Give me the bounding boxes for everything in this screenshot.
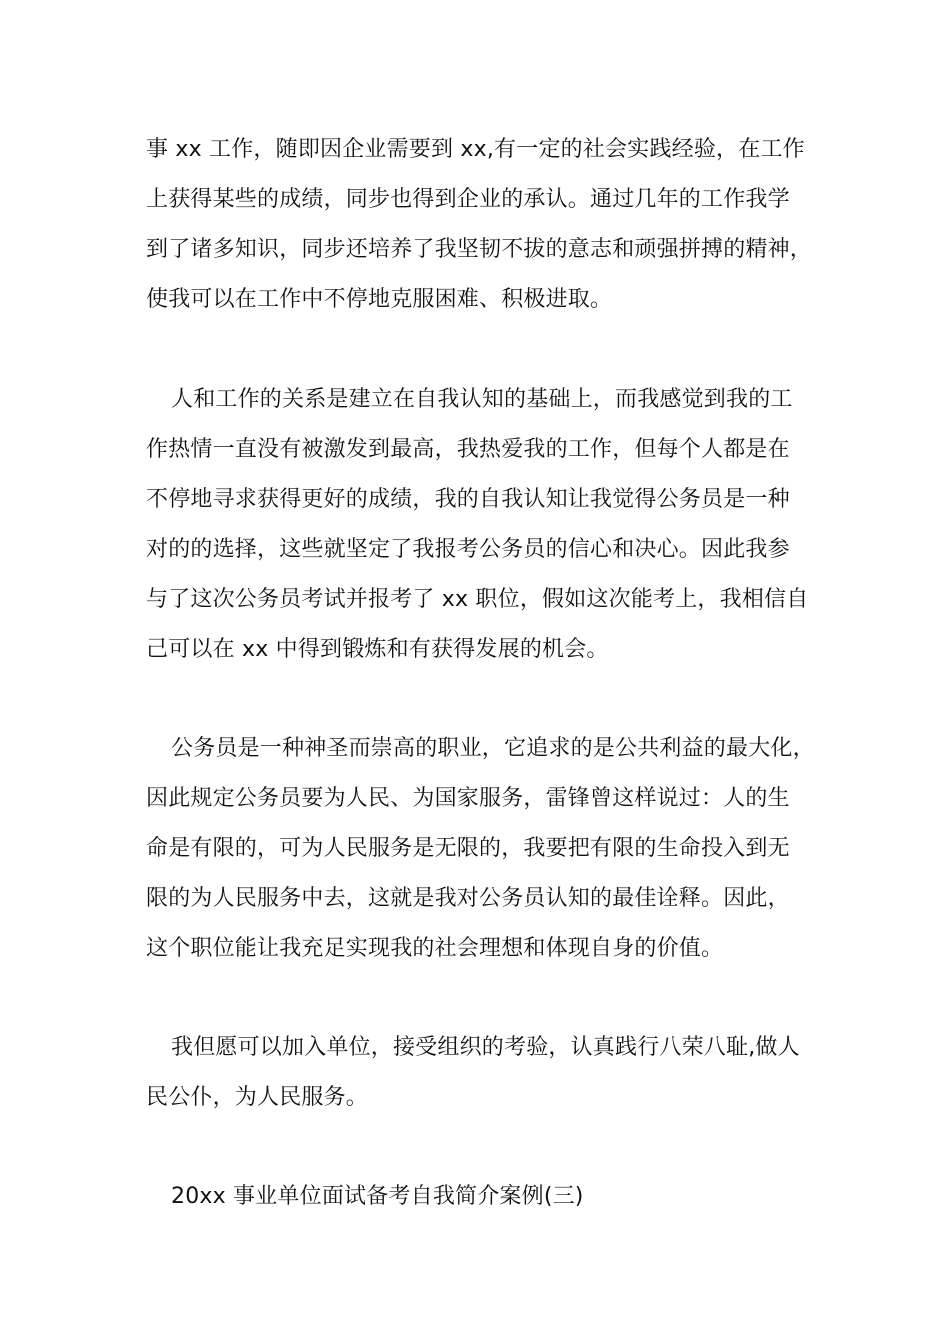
paragraph-2-line-6: 己可以在 xx 中得到锻炼和有获得发展的机会。: [146, 637, 609, 662]
paragraph-1-line-1: 事 xx 工作，随即因企业需要到 xx,有一定的社会实践经验，在工作: [146, 137, 805, 162]
paragraph-1-line-4: 使我可以在工作中不停地克服困难、积极进取。: [146, 287, 613, 312]
paragraph-4-line-1: 我但愿可以加入单位，接受组织的考验，认真践行八荣八耻,做人: [171, 1035, 800, 1060]
paragraph-3-line-1: 公务员是一种神圣而崇高的职业，它追求的是公共利益的最大化，: [171, 736, 815, 761]
paragraph-4-line-2: 民公仆，为人民服务。: [146, 1085, 369, 1110]
paragraph-2-line-4: 对的的选择，这些就坚定了我报考公务员的信心和决心。因此我参: [146, 537, 790, 562]
paragraph-2-line-5: 与了这次公务员考试并报考了 xx 职位，假如这次能考上，我相信自: [146, 587, 809, 612]
paragraph-3-line-3: 命是有限的，可为人民服务是无限的，我要把有限的生命投入到无: [146, 836, 790, 861]
paragraph-2-line-1: 人和工作的关系是建立在自我认知的基础上，而我感觉到我的工: [171, 387, 793, 412]
paragraph-3-line-4: 限的为人民服务中去，这就是我对公务员认知的最佳诠释。因此，: [146, 886, 790, 911]
paragraph-2-line-3: 不停地寻求获得更好的成绩，我的自我认知让我觉得公务员是一种: [146, 487, 790, 512]
paragraph-1-line-2: 上获得某些的成绩，同步也得到企业的承认。通过几年的工作我学: [146, 187, 790, 212]
paragraph-3-line-2: 因此规定公务员要为人民、为国家服务，雷锋曾这样说过：人的生: [146, 786, 790, 811]
paragraph-1-line-3: 到了诸多知识，同步还培养了我坚韧不拔的意志和顽强拼搏的精神，: [146, 237, 813, 262]
paragraph-3-line-5: 这个职位能让我充足实现我的社会理想和体现自身的价值。: [146, 936, 724, 961]
paragraph-2-line-2: 作热情一直没有被激发到最高，我热爱我的工作，但每个人都是在: [146, 437, 790, 462]
section-heading: 20xx 事业单位面试备考自我简介案例(三): [171, 1184, 584, 1209]
